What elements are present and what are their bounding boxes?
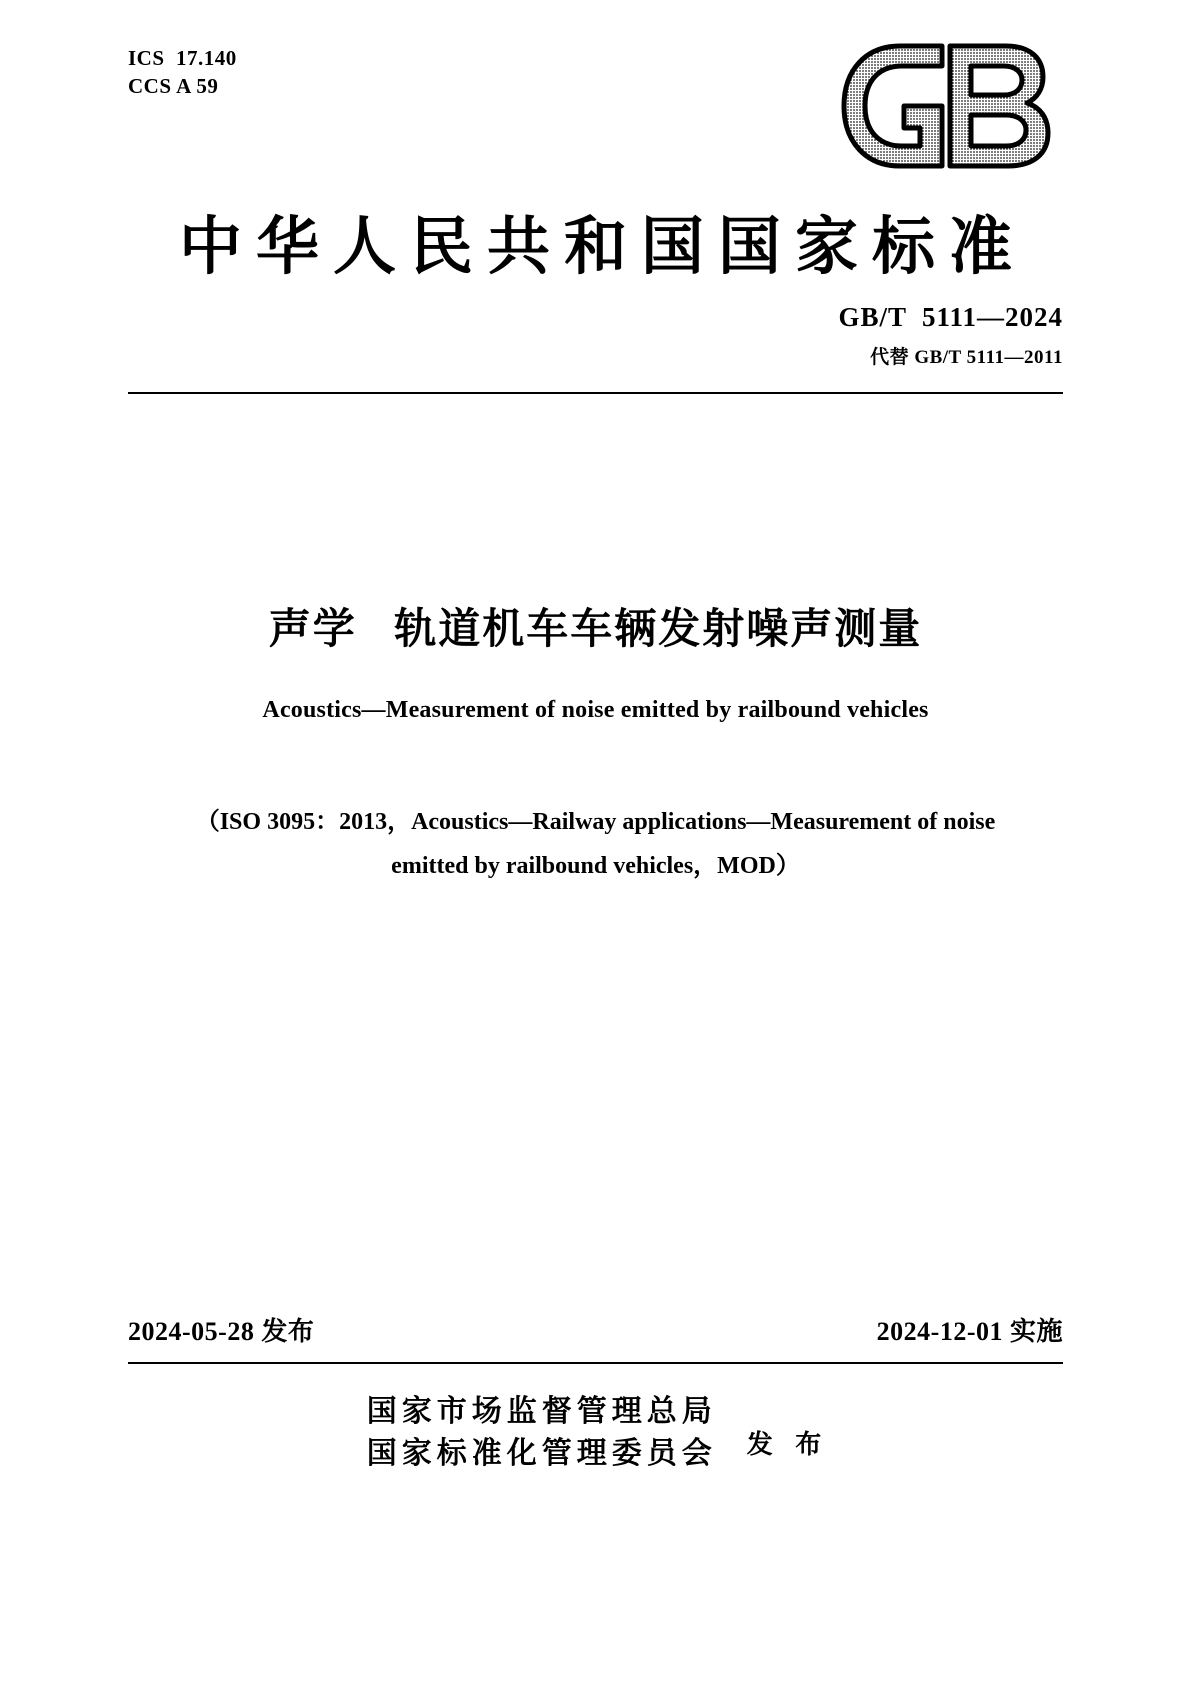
issue-date: 2024-05-28 发布	[128, 1317, 315, 1346]
publisher-line-1: 国家市场监督管理总局	[366, 1395, 717, 1428]
ics-code: ICS 17.140	[128, 46, 237, 70]
document-title-english: Acoustics—Measurement of noise emitted by railbound vehicles	[262, 697, 929, 723]
publisher-names	[362, 1391, 717, 1475]
ccs-code: CCS A 59	[128, 74, 219, 98]
effective-date: 2024-12-01 实施	[876, 1317, 1063, 1346]
document-title-chinese: 声学 轨道机车车辆发射噪声测量	[268, 607, 923, 653]
divider-bottom	[128, 1362, 1063, 1364]
standard-replaces: 代替 GB/T 5111—2011	[870, 347, 1063, 368]
publisher-block	[0, 1391, 1191, 1475]
divider-top	[128, 392, 1063, 394]
publisher-line-2: 国家标准化管理委员会	[366, 1437, 717, 1470]
source-line-1: （ISO 3095：2013，Acoustics—Railway applications—Measurement of noise	[195, 809, 996, 835]
source-line-2: emitted by railbound vehicles，MOD）	[391, 853, 800, 879]
publisher-verb: 发 布	[746, 1429, 830, 1459]
standard-number: GB/T 5111—2024	[838, 302, 1063, 332]
page-title: 中华人民共和国国家标准	[179, 212, 1026, 282]
gb-logo-icon	[838, 40, 1063, 172]
classification-codes	[128, 44, 237, 100]
document-source-reference	[180, 800, 1011, 888]
